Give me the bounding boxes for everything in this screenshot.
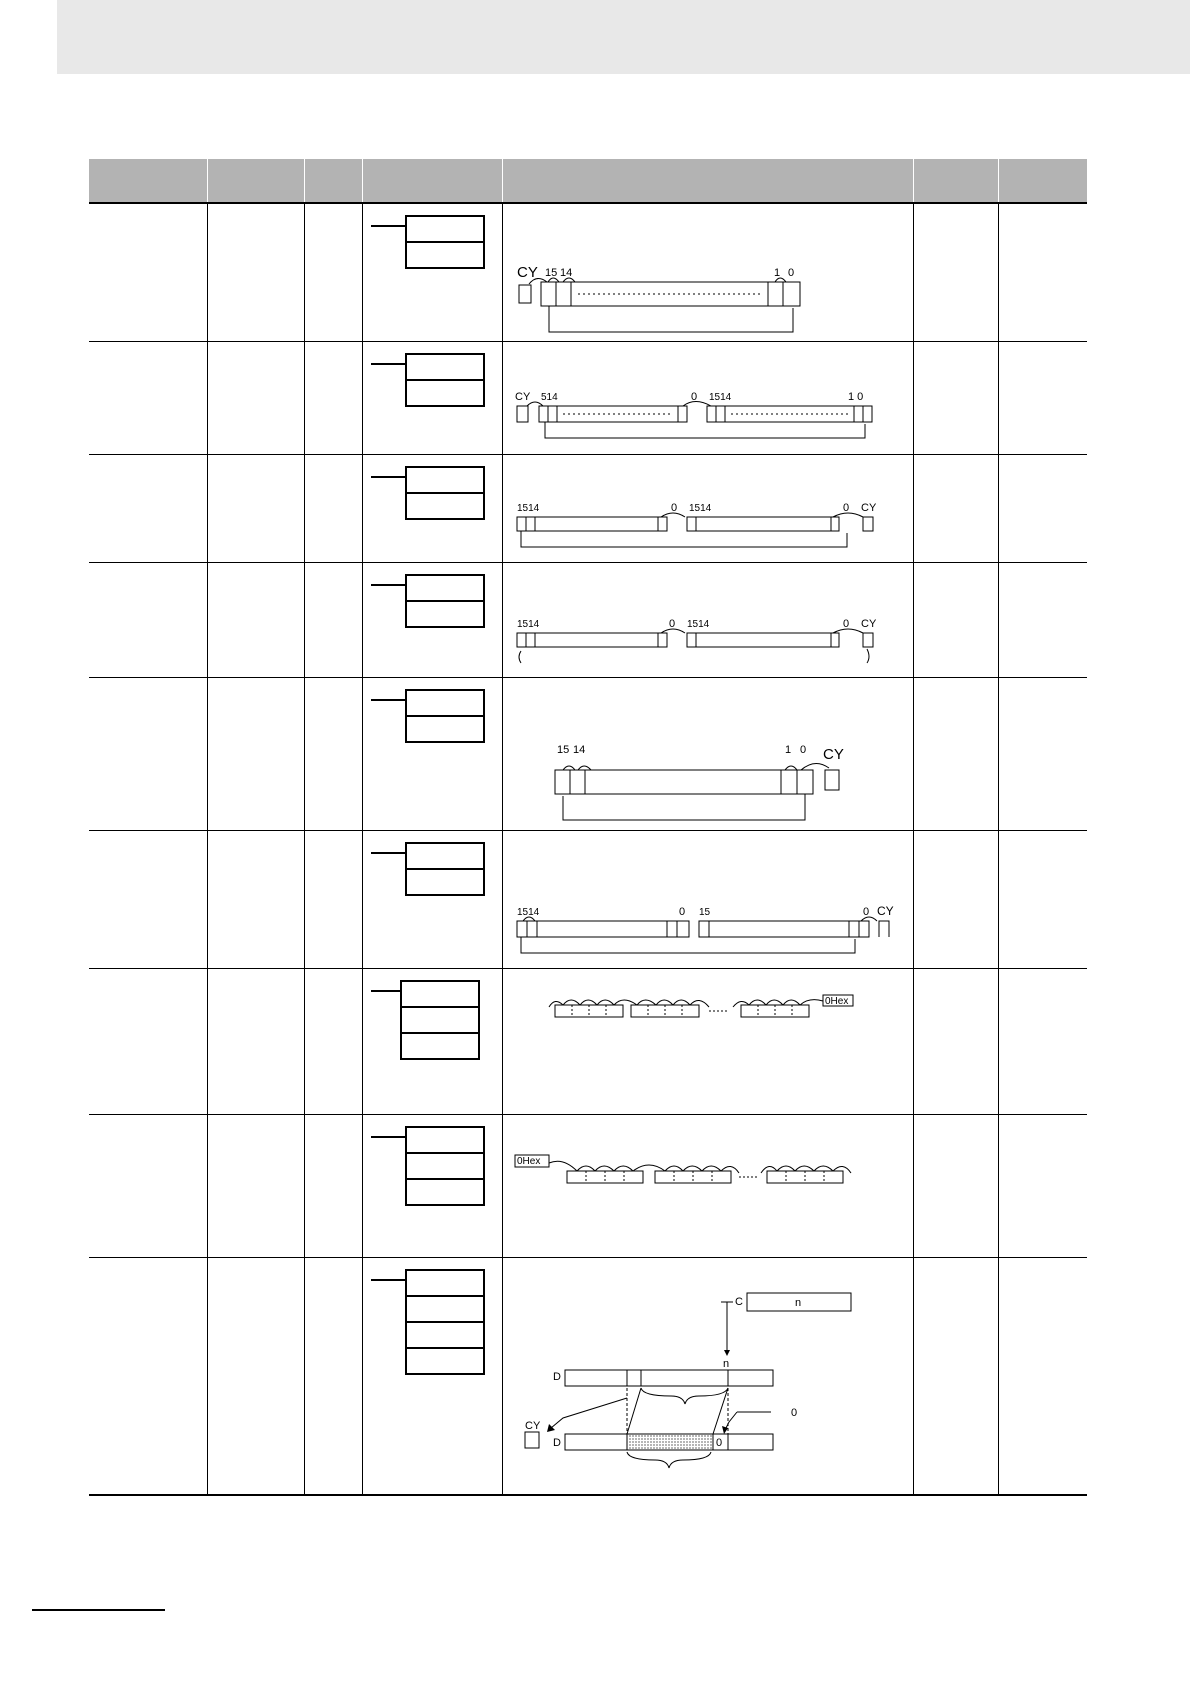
- shift-left-32-diagram: [503, 455, 914, 563]
- cell-page: [998, 968, 1087, 1114]
- table-row: [89, 1257, 1087, 1495]
- cell-fun: [304, 341, 362, 454]
- table-row: [89, 562, 1087, 677]
- table-header-row: [89, 159, 1087, 203]
- cell-mnemonic: [207, 454, 304, 562]
- cell-function: [502, 1114, 913, 1257]
- cell-page: [998, 677, 1087, 830]
- cell-fun: [304, 1114, 362, 1257]
- cell-symbol: [362, 1257, 502, 1495]
- cell-page: [998, 562, 1087, 677]
- table-row: [89, 341, 1087, 454]
- bit-15-label: 15: [556, 743, 569, 756]
- cy-label: CY: [822, 745, 844, 763]
- header-location: [913, 159, 998, 203]
- cell-page: [998, 830, 1087, 968]
- table-row: [89, 1114, 1087, 1257]
- rotate-right-16-diagram: [503, 678, 914, 831]
- cell-instruction: [89, 830, 207, 968]
- cell-instruction: [89, 203, 207, 341]
- page-header-band: [57, 0, 1190, 74]
- cell-fun: [304, 1257, 362, 1495]
- cell-instruction: [89, 677, 207, 830]
- bit-0-label: 0: [690, 390, 697, 403]
- bit-0-label: 0: [862, 905, 869, 918]
- n-label: n: [794, 1296, 801, 1309]
- bit-0-label: 0: [842, 501, 849, 514]
- bit-0-label: 0: [678, 905, 685, 918]
- zero-label: 0: [790, 1406, 797, 1419]
- cell-symbol: [362, 968, 502, 1114]
- cell-page: [998, 1257, 1087, 1495]
- bit-0-label: 0: [842, 617, 849, 630]
- cy-label: CY: [860, 617, 876, 630]
- cell-symbol: [362, 203, 502, 341]
- cell-fun: [304, 203, 362, 341]
- cell-location: [913, 562, 998, 677]
- cell-page: [998, 454, 1087, 562]
- cell-page: [998, 1114, 1087, 1257]
- shift-left-32-b-diagram: [503, 563, 914, 678]
- cell-page: [998, 203, 1087, 341]
- cell-mnemonic: [207, 968, 304, 1114]
- d-label: D: [552, 1370, 561, 1383]
- bit-0-label: 0: [668, 617, 675, 630]
- header-page: [998, 159, 1087, 203]
- cell-location: [913, 677, 998, 830]
- bit-1514-label: 1514: [688, 502, 711, 514]
- bit-15-label: 15: [544, 267, 557, 279]
- bit-1-label: 1: [773, 267, 780, 279]
- table-row: [89, 454, 1087, 562]
- cell-mnemonic: [207, 1257, 304, 1495]
- bit-514-label: 514: [540, 391, 558, 403]
- rotate-left-16-diagram: [503, 204, 914, 342]
- ladder-symbol: [371, 573, 491, 633]
- cell-location: [913, 341, 998, 454]
- d-label: D: [552, 1436, 561, 1449]
- cell-location: [913, 1257, 998, 1495]
- cell-location: [913, 968, 998, 1114]
- ladder-symbol: [371, 841, 491, 901]
- cy-label: CY: [876, 903, 894, 918]
- cell-fun: [304, 677, 362, 830]
- cell-mnemonic: [207, 830, 304, 968]
- cell-symbol: [362, 677, 502, 830]
- table-row: [89, 677, 1087, 830]
- digit-shift-left-diagram: [503, 969, 914, 1115]
- header-function: [502, 159, 913, 203]
- header-instruction: [89, 159, 207, 203]
- cell-fun: [304, 968, 362, 1114]
- cell-instruction: [89, 1114, 207, 1257]
- cell-fun: [304, 830, 362, 968]
- header-mnemonic: [207, 159, 304, 203]
- cell-instruction: [89, 968, 207, 1114]
- cell-location: [913, 830, 998, 968]
- cell-mnemonic: [207, 203, 304, 341]
- table-row: [89, 968, 1087, 1114]
- ladder-symbol: [371, 1125, 491, 1210]
- cell-location: [913, 454, 998, 562]
- c-label: C: [734, 1295, 743, 1308]
- instruction-table: [89, 159, 1087, 1496]
- rotate-right-32-diagram: [503, 831, 914, 969]
- cell-function: [502, 1257, 913, 1495]
- ladder-symbol: [371, 979, 491, 1064]
- bit-0-label: 0: [787, 267, 794, 279]
- cell-fun: [304, 562, 362, 677]
- table-row: [89, 203, 1087, 341]
- cell-instruction: [89, 454, 207, 562]
- cell-function: [502, 830, 913, 968]
- cy-label: CY: [860, 501, 876, 514]
- zero-fill-label: 0: [715, 1436, 722, 1449]
- ladder-symbol: [371, 1268, 491, 1383]
- header-symbol: [362, 159, 502, 203]
- ladder-symbol: [371, 352, 491, 412]
- bit-14-label: 14: [572, 743, 585, 756]
- cell-symbol: [362, 341, 502, 454]
- cell-mnemonic: [207, 341, 304, 454]
- digit-shift-right-diagram: [503, 1115, 914, 1258]
- cell-function: [502, 203, 913, 341]
- ladder-symbol: [371, 214, 491, 274]
- cell-location: [913, 203, 998, 341]
- cell-instruction: [89, 341, 207, 454]
- cell-function: [502, 677, 913, 830]
- cy-label: CY: [514, 390, 530, 403]
- bit-1514-label: 1514: [686, 618, 709, 630]
- bit-0-label: 0: [799, 743, 806, 756]
- cell-symbol: [362, 830, 502, 968]
- bit-1514-label: 1514: [516, 502, 539, 514]
- bit-1-label: 1: [784, 743, 791, 756]
- bit-14-label: 14: [559, 267, 572, 279]
- cell-symbol: [362, 562, 502, 677]
- bit-15-label: 15: [698, 906, 710, 918]
- n-pos-label: n: [722, 1357, 729, 1370]
- rotate-left-32-diagram: [503, 342, 914, 455]
- cell-function: [502, 341, 913, 454]
- hex-label: 0Hex: [516, 1155, 540, 1167]
- cell-mnemonic: [207, 1114, 304, 1257]
- cell-function: [502, 968, 913, 1114]
- ladder-symbol: [371, 688, 491, 748]
- cell-page: [998, 341, 1087, 454]
- bit-1514-label: 1514: [708, 391, 731, 403]
- ladder-symbol: [371, 465, 491, 525]
- cell-location: [913, 1114, 998, 1257]
- cell-symbol: [362, 454, 502, 562]
- cell-function: [502, 562, 913, 677]
- table-row: [89, 830, 1087, 968]
- bit-1514-label: 1514: [516, 618, 539, 630]
- cell-function: [502, 454, 913, 562]
- cell-symbol: [362, 1114, 502, 1257]
- cell-fun: [304, 454, 362, 562]
- header-fun-code: [304, 159, 362, 203]
- cell-mnemonic: [207, 562, 304, 677]
- cy-label: CY: [524, 1419, 540, 1432]
- bit-0-label: 0: [670, 501, 677, 514]
- bit-1514-label: 1514: [516, 906, 539, 918]
- cy-label: CY: [516, 264, 538, 281]
- footer-rule: [32, 1609, 165, 1611]
- n-bit-shift-diagram: [503, 1258, 914, 1496]
- cell-instruction: [89, 562, 207, 677]
- hex-label: 0Hex: [824, 995, 848, 1007]
- cell-instruction: [89, 1257, 207, 1495]
- bit-10-label: 1 0: [847, 390, 863, 403]
- cell-mnemonic: [207, 677, 304, 830]
